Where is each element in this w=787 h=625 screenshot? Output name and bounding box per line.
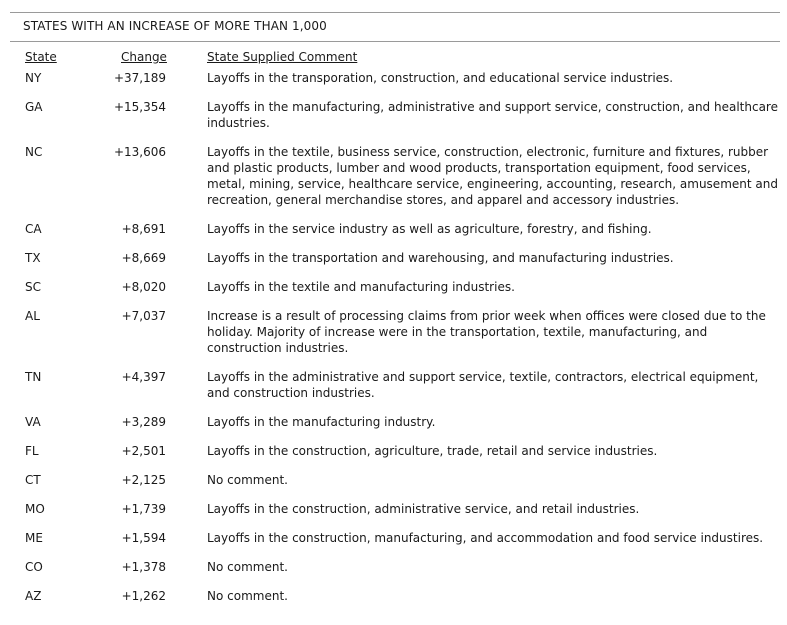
table-row [10, 308, 780, 369]
report-table [10, 12, 780, 608]
row-state: GA [25, 100, 43, 114]
row-comment: No comment. [207, 589, 288, 603]
table-row [10, 559, 780, 588]
row-state: CA [25, 222, 42, 236]
table-row [10, 279, 780, 308]
row-change: +4,397 [121, 370, 166, 384]
row-comment: Layoffs in the construction, administrative service, and retail industries. [207, 502, 640, 516]
row-comment: Layoffs in the textile, business service, construction, electronic, furniture and fixtures, rubber and plastic products, lumber and wood products, transportation equipment, food services, metal, mining, service, healthcare service, engineering, accounting, research, amusement and recreation, general merchandise stores, and apparel and accessory industries. [207, 145, 778, 207]
table-row [10, 144, 780, 221]
row-comment: Layoffs in the transportation and warehousing, and manufacturing industries. [207, 251, 674, 265]
row-change: +3,289 [121, 415, 166, 429]
table-row [10, 472, 780, 501]
row-change: +15,354 [113, 100, 166, 114]
table-body [10, 70, 780, 608]
row-comment: Layoffs in the service industry as well as agriculture, forestry, and fishing. [207, 222, 652, 236]
row-comment: Increase is a result of processing claims from prior week when offices were closed due to the holiday. Majority of increase were in the transportation, textile, manufacturing, and construction industries. [207, 309, 766, 355]
row-change: +1,594 [121, 531, 166, 545]
row-change: +8,691 [121, 222, 166, 236]
table-row [10, 501, 780, 530]
header-change: Change [121, 50, 167, 64]
table-row [10, 414, 780, 443]
row-change: +2,501 [121, 444, 166, 458]
row-change: +8,020 [121, 280, 166, 294]
table-row [10, 99, 780, 144]
header-state: State [25, 50, 57, 64]
table-row [10, 588, 780, 608]
row-comment: Layoffs in the manufacturing, administrative and support service, construction, and healthcare industries. [207, 100, 778, 130]
row-change: +7,037 [121, 309, 166, 323]
row-state: CO [25, 560, 43, 574]
row-comment: Layoffs in the construction, agriculture, trade, retail and service industries. [207, 444, 658, 458]
row-state: MO [25, 502, 45, 516]
row-state: NY [25, 71, 42, 85]
row-state: AZ [25, 589, 42, 603]
header-comment: State Supplied Comment [207, 50, 358, 64]
table-row [10, 70, 780, 99]
row-state: AL [25, 309, 40, 323]
row-comment: Layoffs in the administrative and support service, textile, contractors, electrical equipment, and construction industries. [207, 370, 759, 400]
row-state: VA [25, 415, 41, 429]
row-comment: Layoffs in the transporation, construction, and educational service industries. [207, 71, 674, 85]
row-comment: No comment. [207, 473, 288, 487]
table-header [10, 44, 780, 70]
row-state: FL [25, 444, 39, 458]
row-comment: Layoffs in the construction, manufacturing, and accommodation and food service industires. [207, 531, 764, 545]
row-change: +2,125 [121, 473, 166, 487]
table-row [10, 443, 780, 472]
row-state: NC [25, 145, 43, 159]
row-change: +1,739 [121, 502, 166, 516]
row-change: +13,606 [113, 145, 166, 159]
table-row [10, 530, 780, 559]
table-row [10, 250, 780, 279]
row-comment: Layoffs in the manufacturing industry. [207, 415, 436, 429]
table-row [10, 221, 780, 250]
table-title: STATES WITH AN INCREASE OF MORE THAN 1,000 [23, 19, 327, 33]
title-divider [10, 41, 780, 42]
row-state: TN [25, 370, 42, 384]
row-change: +37,189 [113, 71, 166, 85]
row-state: SC [25, 280, 41, 294]
row-state: ME [25, 531, 43, 545]
row-comment: Layoffs in the textile and manufacturing industries. [207, 280, 515, 294]
row-comment: No comment. [207, 560, 288, 574]
table-row [10, 369, 780, 414]
row-change: +8,669 [121, 251, 166, 265]
row-state: TX [25, 251, 41, 265]
row-state: CT [25, 473, 41, 487]
row-change: +1,262 [121, 589, 166, 603]
row-change: +1,378 [121, 560, 166, 574]
